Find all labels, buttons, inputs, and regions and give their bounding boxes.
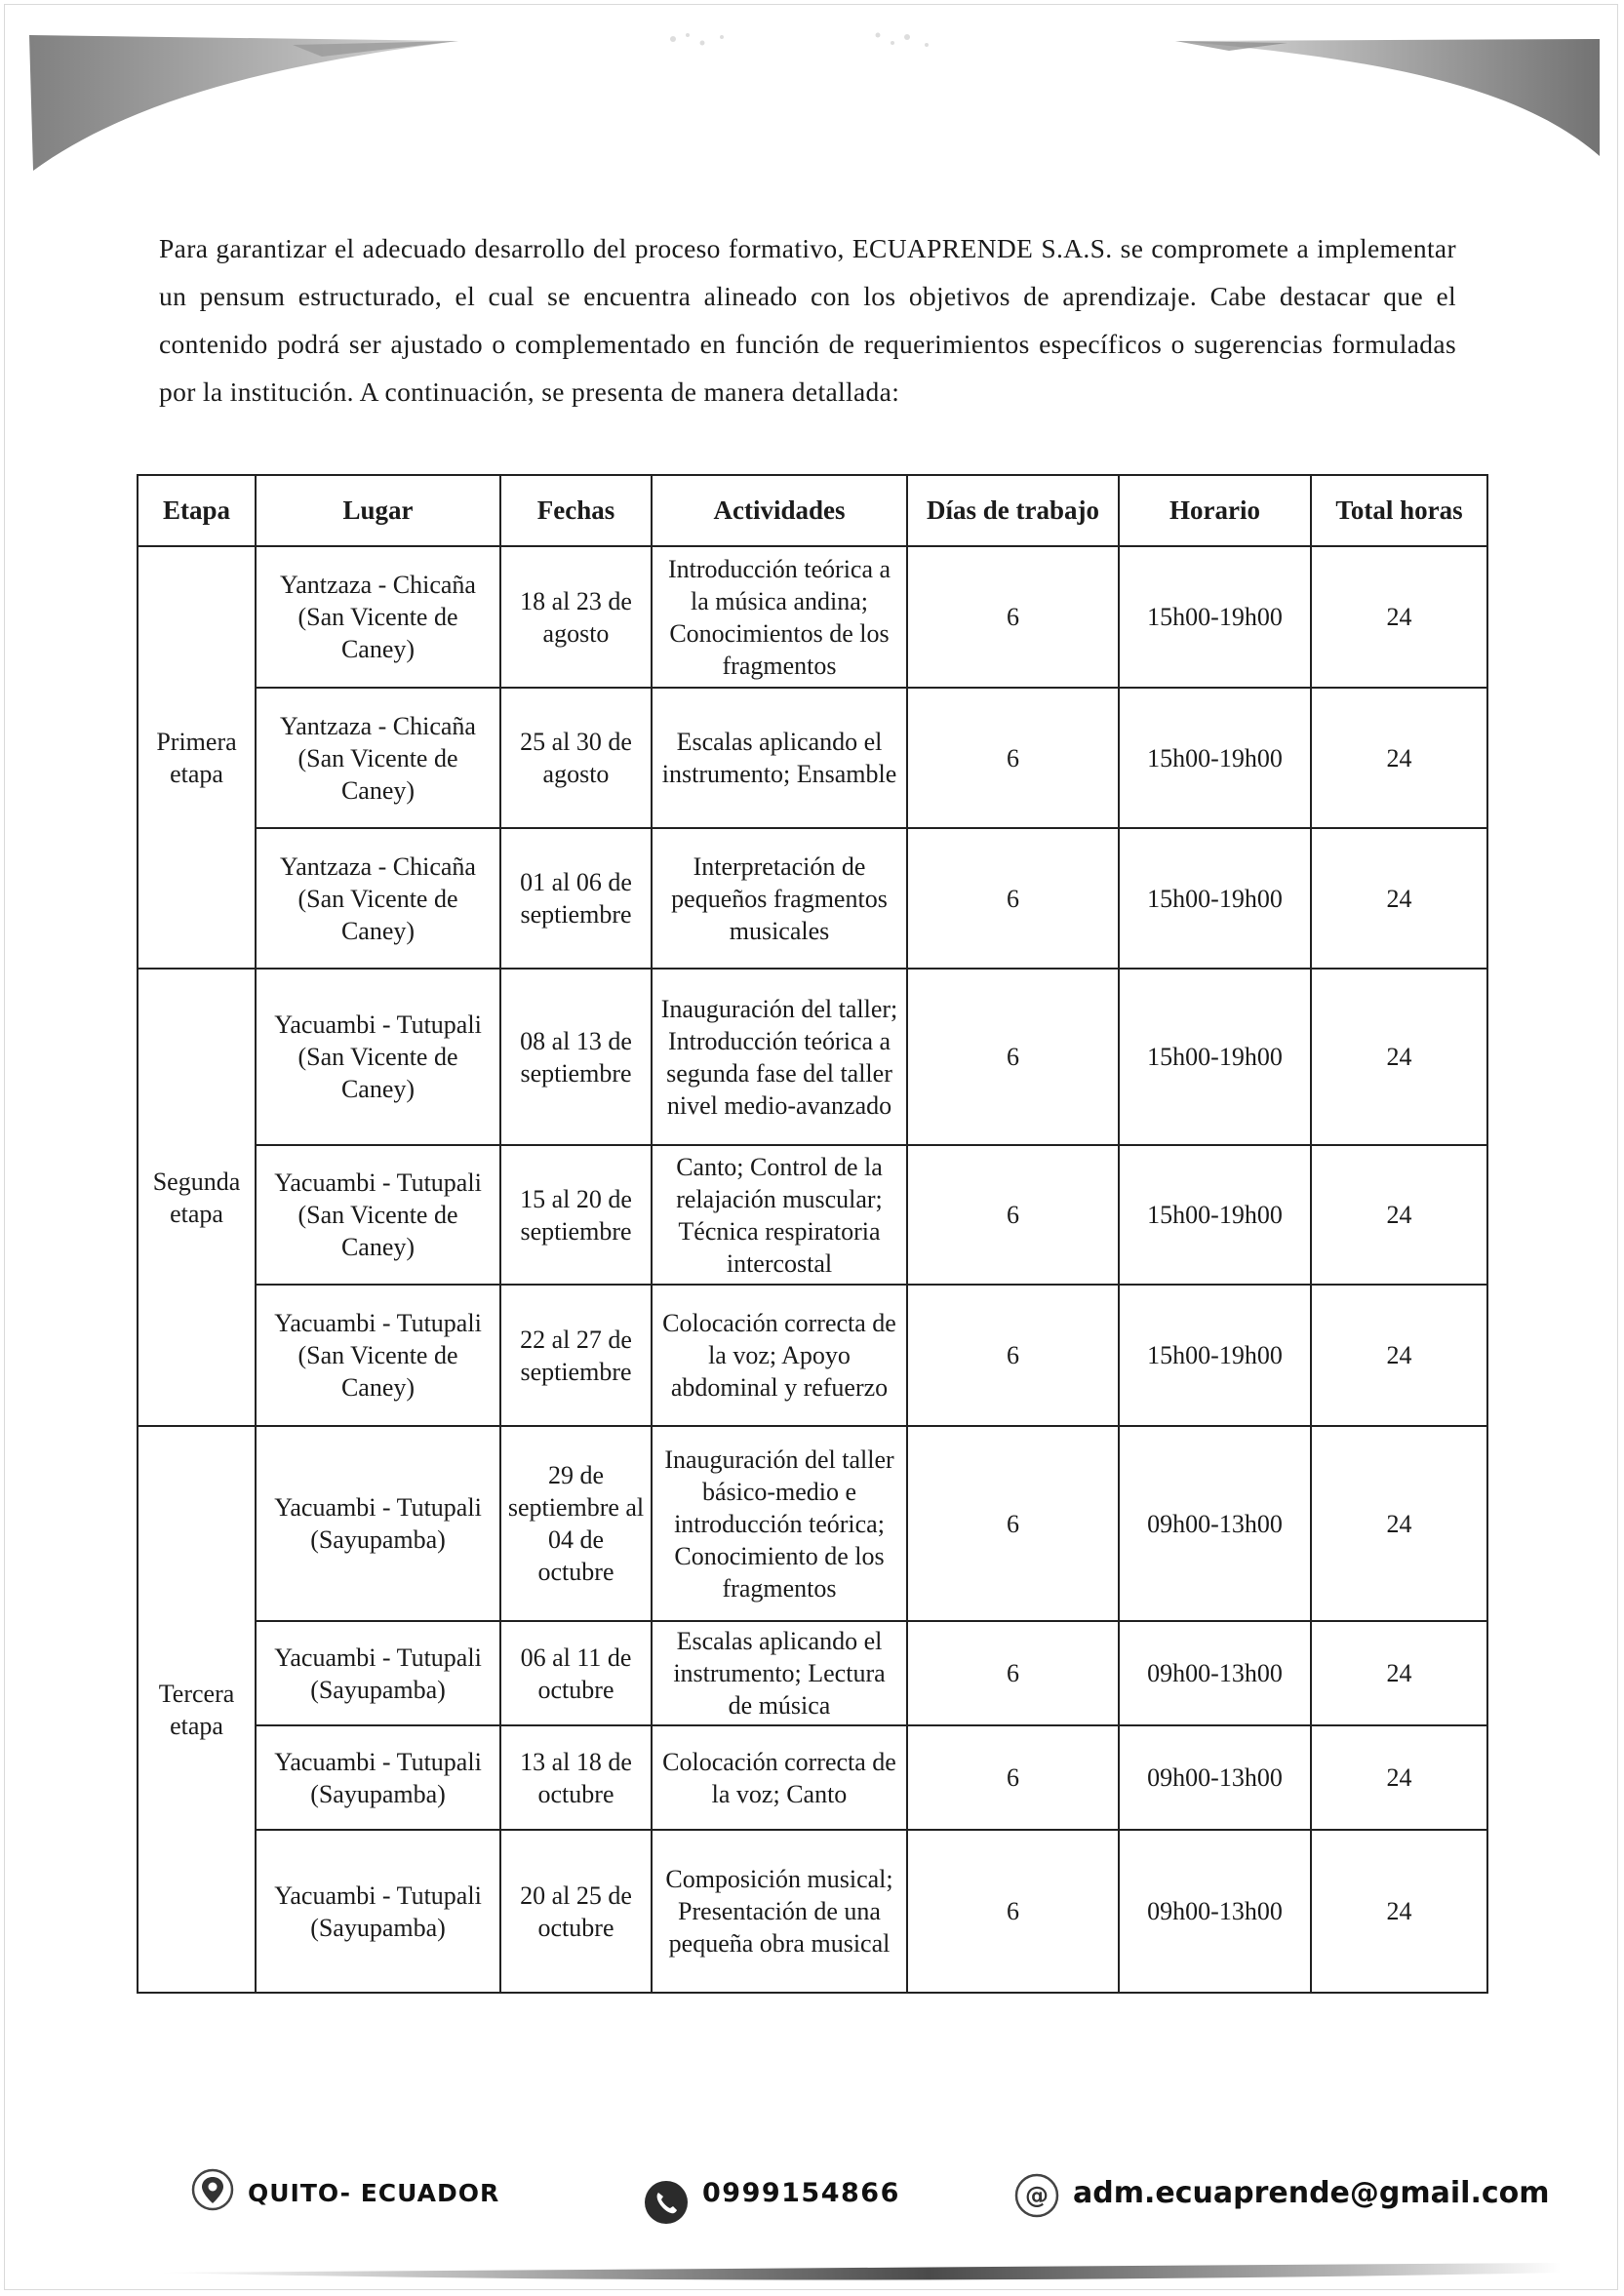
horario-cell: 09h00-13h00	[1119, 1830, 1311, 1993]
horario-cell: 15h00-19h00	[1119, 1145, 1311, 1285]
horario-cell: 15h00-19h00	[1119, 688, 1311, 828]
total-cell: 24	[1311, 828, 1487, 969]
header-actividades: Actividades	[652, 475, 907, 546]
table-row	[138, 828, 1487, 969]
total-cell: 24	[1311, 1725, 1487, 1830]
table-row	[138, 546, 1487, 688]
lugar-cell: Yantzaza - Chicaña (San Vicente de Caney)	[256, 828, 500, 969]
horario-cell: 15h00-19h00	[1119, 1285, 1311, 1426]
intro-paragraph: Para garantizar el adecuado desarrollo del proceso formativo, ECUAPRENDE S.A.S. se compromete a implementar un pensum estructurado, el cual se encuentra alineado con los objetivos de aprendizaje. Cabe destacar que el contenido podrá ser ajustado o complementado en función de requerimientos específicos o sugerencias formuladas por la institución. A continuación, se presenta de manera detallada:	[159, 233, 1456, 407]
actividades-cell: Escalas aplicando el instrumento; Lectura de música	[652, 1621, 907, 1725]
dias-cell: 6	[907, 969, 1119, 1145]
header-horario: Horario	[1119, 475, 1311, 546]
at-sign-icon	[1014, 2173, 1059, 2226]
phone-icon	[644, 2180, 689, 2232]
actividades-cell: Canto; Control de la relajación muscular; Técnica respiratoria intercostal	[652, 1145, 907, 1285]
table-row	[138, 1285, 1487, 1426]
header-dias-de-trabajo: Días de trabajo	[907, 475, 1119, 546]
actividades-cell: Escalas aplicando el instrumento; Ensamble	[652, 688, 907, 828]
header-total-horas: Total horas	[1311, 475, 1487, 546]
lugar-cell: Yacuambi - Tutupali (San Vicente de Caney)	[256, 1145, 500, 1285]
fechas-cell: 18 al 23 de agosto	[500, 546, 652, 688]
lugar-cell: Yacuambi - Tutupali (San Vicente de Caney)	[256, 969, 500, 1145]
horario-cell: 09h00-13h00	[1119, 1725, 1311, 1830]
stage-cell: Segunda etapa	[138, 969, 256, 1426]
table-row	[138, 969, 1487, 1145]
lugar-cell: Yacuambi - Tutupali (Sayupamba)	[256, 1621, 500, 1725]
dias-cell: 6	[907, 546, 1119, 688]
dias-cell: 6	[907, 1285, 1119, 1426]
total-cell: 24	[1311, 1426, 1487, 1621]
table-row	[138, 1145, 1487, 1285]
stage-cell: Tercera etapa	[138, 1426, 256, 1993]
table-row	[138, 1426, 1487, 1621]
total-cell: 24	[1311, 969, 1487, 1145]
table-row	[138, 688, 1487, 828]
table-header-row	[138, 475, 1487, 546]
horario-cell: 15h00-19h00	[1119, 969, 1311, 1145]
actividades-cell: Composición musical; Presentación de una pequeña obra musical	[652, 1830, 907, 1993]
location-text: QUITO- ECUADOR	[248, 2178, 500, 2207]
actividades-cell: Inauguración del taller básico-medio e introducción teórica; Conocimiento de los fragmentos	[652, 1426, 907, 1621]
lugar-cell: Yantzaza - Chicaña (San Vicente de Caney)	[256, 546, 500, 688]
dias-cell: 6	[907, 1426, 1119, 1621]
schedule-table	[137, 474, 1488, 1994]
fechas-cell: 06 al 11 de octubre	[500, 1621, 652, 1725]
total-cell: 24	[1311, 546, 1487, 688]
table-row	[138, 1621, 1487, 1725]
table-row	[138, 1830, 1487, 1993]
header-fechas: Fechas	[500, 475, 652, 546]
horario-cell: 09h00-13h00	[1119, 1426, 1311, 1621]
total-cell: 24	[1311, 1621, 1487, 1725]
fechas-cell: 29 de septiembre al 04 de octubre	[500, 1426, 652, 1621]
svg-text:@: @	[1025, 2182, 1049, 2209]
total-cell: 24	[1311, 1145, 1487, 1285]
lugar-cell: Yantzaza - Chicaña (San Vicente de Caney)	[256, 688, 500, 828]
phone-text: 0999154866	[702, 2177, 900, 2208]
dias-cell: 6	[907, 1145, 1119, 1285]
lugar-cell: Yacuambi - Tutupali (Sayupamba)	[256, 1725, 500, 1830]
header-decoration	[0, 0, 1624, 195]
fechas-cell: 20 al 25 de octubre	[500, 1830, 652, 1993]
fechas-cell: 22 al 27 de septiembre	[500, 1285, 652, 1426]
horario-cell: 15h00-19h00	[1119, 546, 1311, 688]
total-cell: 24	[1311, 688, 1487, 828]
fechas-cell: 25 al 30 de agosto	[500, 688, 652, 828]
lugar-cell: Yacuambi - Tutupali (Sayupamba)	[256, 1426, 500, 1621]
actividades-cell: Colocación correcta de la voz; Canto	[652, 1725, 907, 1830]
dias-cell: 6	[907, 1621, 1119, 1725]
actividades-cell: Interpretación de pequeños fragmentos musicales	[652, 828, 907, 969]
email-text: adm.ecuaprende@gmail.com	[1073, 2175, 1550, 2210]
total-cell: 24	[1311, 1830, 1487, 1993]
horario-cell: 09h00-13h00	[1119, 1621, 1311, 1725]
fechas-cell: 13 al 18 de octubre	[500, 1725, 652, 1830]
footer-email	[1014, 2163, 1550, 2222]
actividades-cell: Colocación correcta de la voz; Apoyo abdominal y refuerzo	[652, 1285, 907, 1426]
fechas-cell: 08 al 13 de septiembre	[500, 969, 652, 1145]
actividades-cell: Inauguración del taller; Introducción teórica a segunda fase del taller nivel medio-avanzado	[652, 969, 907, 1145]
header-etapa: Etapa	[138, 475, 256, 546]
footer-location	[191, 2163, 499, 2222]
dias-cell: 6	[907, 688, 1119, 828]
location-pin-icon	[191, 2168, 234, 2217]
fechas-cell: 01 al 06 de septiembre	[500, 828, 652, 969]
total-cell: 24	[1311, 1285, 1487, 1426]
fechas-cell: 15 al 20 de septiembre	[500, 1145, 652, 1285]
dias-cell: 6	[907, 828, 1119, 969]
header-lugar: Lugar	[256, 475, 500, 546]
dias-cell: 6	[907, 1725, 1119, 1830]
dias-cell: 6	[907, 1830, 1119, 1993]
footer-phone	[644, 2163, 900, 2222]
actividades-cell: Introducción teórica a la música andina; Conocimientos de los fragmentos	[652, 546, 907, 688]
footer-decoration	[0, 2243, 1624, 2296]
lugar-cell: Yacuambi - Tutupali (Sayupamba)	[256, 1830, 500, 1993]
lugar-cell: Yacuambi - Tutupali (San Vicente de Caney)	[256, 1285, 500, 1426]
stage-cell: Primera etapa	[138, 546, 256, 969]
horario-cell: 15h00-19h00	[1119, 828, 1311, 969]
table-row	[138, 1725, 1487, 1830]
